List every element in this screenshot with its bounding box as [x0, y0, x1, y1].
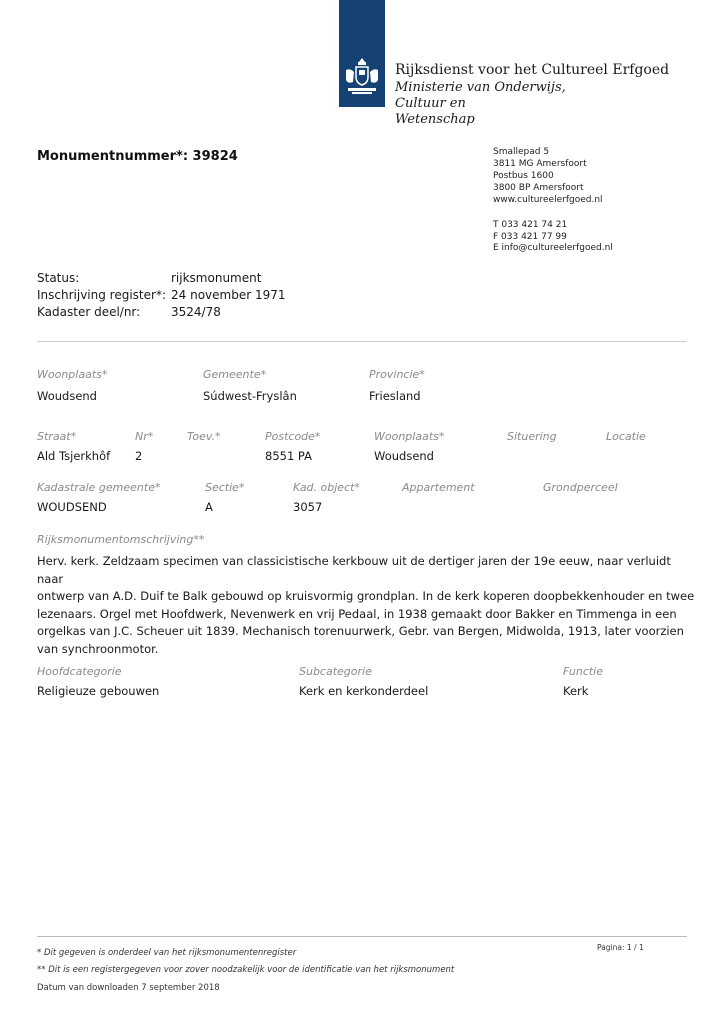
label-locatie: Locatie	[606, 430, 646, 443]
website-link[interactable]: www.cultureelerfgoed.nl	[493, 195, 603, 205]
label-gemeente: Gemeente*	[203, 368, 267, 381]
meta-key: Status:	[37, 271, 80, 285]
org-name: Rijksdienst voor het Cultureel Erfgoed	[395, 62, 670, 78]
label-sectie: Sectie*	[205, 481, 245, 494]
value-gemeente: Súdwest-Fryslân	[203, 389, 297, 403]
description-line: ontwerp van A.D. Duif te Balk gebouwd op kruisvormig grondplan. In de kerk koperen doopbekkenhouder en twee	[37, 589, 695, 603]
footnote-register: * Dit gegeven is onderdeel van het rijksmonumentenregister	[37, 948, 297, 958]
divider	[37, 341, 687, 342]
ministry-line-1: Ministerie van Onderwijs, Cultuur en	[395, 80, 566, 111]
label-woonplaats: Woonplaats*	[37, 368, 108, 381]
label-provincie: Provincie*	[369, 368, 425, 381]
ministry-name	[395, 80, 615, 128]
value-hoofdcategorie: Religieuze gebouwen	[37, 684, 160, 698]
meta-value: 24 november 1971	[171, 288, 286, 302]
address-line: Smallepad 5	[493, 147, 550, 157]
footnote-identification: ** Dit is een registergegeven voor zover noodzakelijk voor de identificatie van het rijksmonument	[37, 965, 455, 975]
value-woonplaats: Woudsend	[37, 389, 97, 403]
label-toev: Toev.*	[187, 430, 221, 443]
value-provincie: Friesland	[369, 389, 421, 403]
label-straat: Straat*	[37, 430, 77, 443]
value-straat: Ald Tsjerkhôf	[37, 449, 111, 463]
label-hoofdcategorie: Hoofdcategorie	[37, 665, 122, 678]
value-functie: Kerk	[563, 684, 589, 698]
label-woonplaats-2: Woonplaats*	[374, 430, 445, 443]
description-text	[37, 553, 697, 658]
meta-key: Kadaster deel/nr:	[37, 305, 141, 319]
label-postcode: Postcode*	[265, 430, 321, 443]
value-woonplaats-2: Woudsend	[374, 449, 434, 463]
email-link[interactable]: E info@cultureelerfgoed.nl	[493, 243, 613, 253]
label-appartement: Appartement	[402, 481, 475, 494]
label-subcategorie: Subcategorie	[299, 665, 372, 678]
description-line: van synchroonmotor.	[37, 641, 159, 656]
value-postcode: 8551 PA	[265, 449, 312, 463]
label-grondperceel: Grondperceel	[543, 481, 618, 494]
label-functie: Functie	[563, 665, 604, 678]
value-subcategorie: Kerk en kerkonderdeel	[299, 684, 429, 698]
value-sectie: A	[205, 500, 213, 514]
value-kadastrale-gemeente: WOUDSEND	[37, 500, 107, 514]
address-line: Postbus 1600	[493, 171, 554, 181]
value-nr: 2	[135, 449, 143, 463]
monument-number: Monumentnummer*: 39824	[37, 149, 238, 164]
address-line: 3811 MG Amersfoort	[493, 159, 587, 169]
value-kad-object: 3057	[293, 500, 323, 514]
description-line: Herv. kerk. Zeldzaam specimen van classicistische kerkbouw uit de dertiger jaren der 19e eeuw, naar verluidt naar	[37, 554, 671, 586]
label-description: Rijksmonumentomschrijving**	[37, 533, 205, 546]
page-number: Pagina: 1 / 1	[597, 943, 644, 952]
label-kad-object: Kad. object*	[293, 481, 360, 494]
meta-value: 3524/78	[171, 305, 221, 319]
label-situering: Situering	[507, 430, 557, 443]
fax: F 033 421 77 99	[493, 231, 567, 242]
phone: T 033 421 74 21	[493, 220, 568, 230]
label-nr: Nr*	[135, 430, 154, 443]
label-kadastrale-gemeente: Kadastrale gemeente*	[37, 481, 161, 494]
contact-block	[493, 220, 613, 255]
address-line: 3800 BP Amersfoort	[493, 183, 584, 193]
description-line: orgelkas van J.C. Scheuer uit 1839. Mechanisch torenuurwerk, Gebr. van Bergen, Midwolda, 1913, later voorzien	[37, 624, 684, 638]
footer-divider	[37, 936, 687, 937]
meta-value: rijksmonument	[171, 271, 262, 285]
description-line: lezenaars. Orgel met Hoofdwerk, Nevenwerk en vrij Pedaal, in 1938 gemaakt door Bakker en Timmenga in een	[37, 606, 677, 621]
meta-key: Inschrijving register*:	[37, 288, 166, 302]
address-block	[493, 146, 603, 206]
download-date: Datum van downloaden 7 september 2018	[37, 983, 220, 993]
ministry-line-2: Wetenschap	[395, 112, 475, 127]
royal-coat-of-arms-icon	[343, 56, 381, 100]
